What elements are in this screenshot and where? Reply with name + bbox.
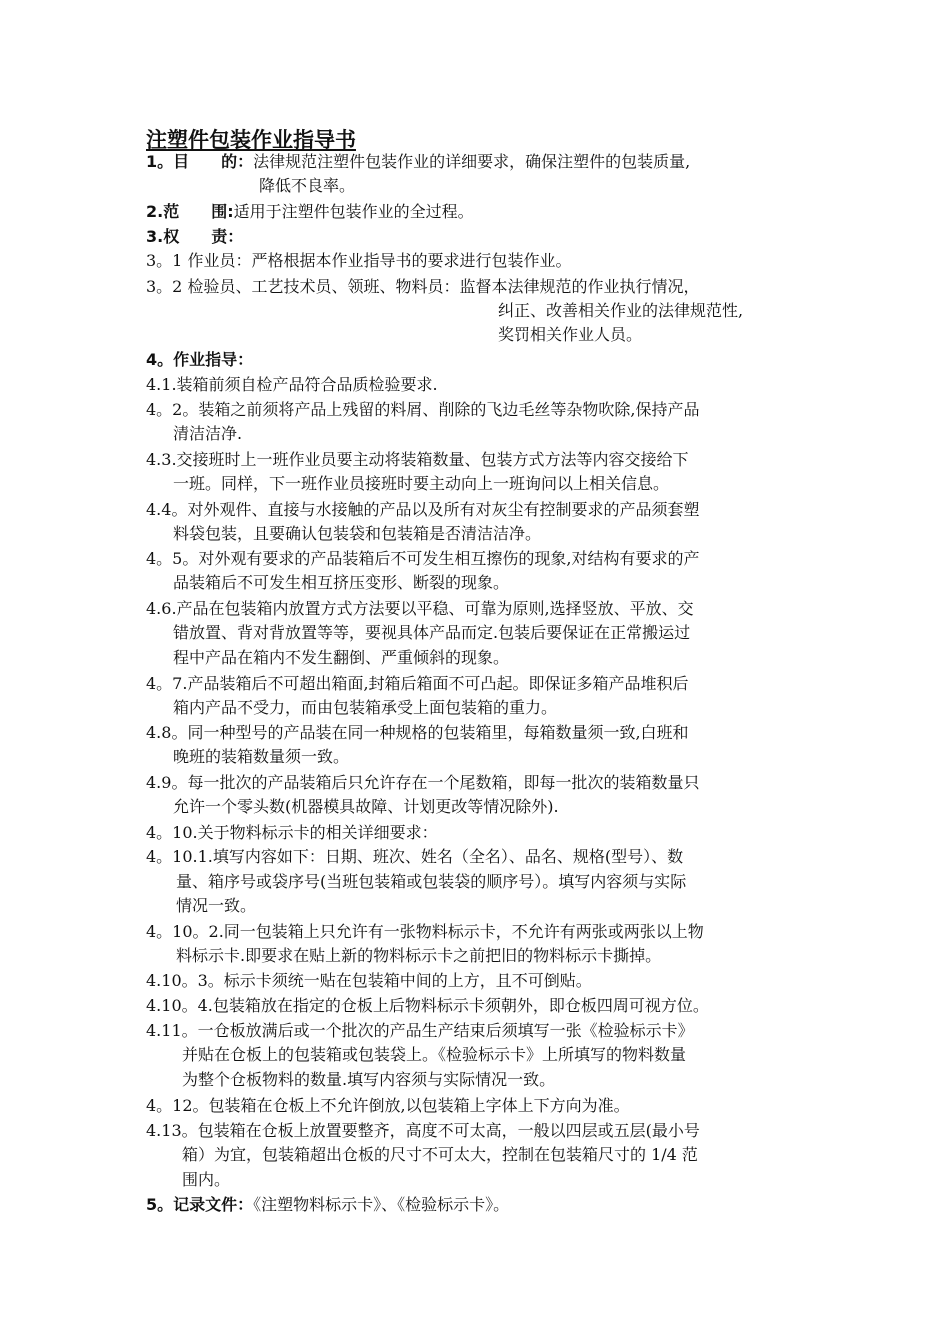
guidance-item-cont: 品装箱后不可发生相互挤压变形、断裂的现象。: [173, 573, 510, 592]
guidance-item: 4。2。装箱之前须将产品上残留的料屑、削除的飞边毛丝等杂物吹除,保持产品: [146, 400, 700, 419]
guidance-item: 4。5。对外观有要求的产品装箱后不可发生相互擦伤的现象,对结构有要求的产: [146, 549, 700, 568]
guidance-subitem-cont: 情况一致。: [176, 896, 257, 915]
responsibility-item-cont: 奖罚相关作业人员。: [498, 325, 643, 344]
section-records: [146, 1194, 509, 1216]
guidance-subitem: 4.10。3。标示卡须统一贴在包装箱中间的上方，且不可倒贴。: [146, 971, 592, 990]
guidance-item: 4.11。一仓板放满后或一个批次的产品生产结束后须填写一张《检验标示卡》: [146, 1021, 694, 1040]
section-scope: [146, 201, 474, 223]
guidance-item-cont: 并贴在仓板上的包装箱或包装袋上。《检验标示卡》上所填写的物料数量: [182, 1045, 687, 1064]
guidance-item-cont: 箱内产品不受力，而由包装箱承受上面包装箱的重力。: [173, 698, 558, 717]
guidance-item: 4.4。对外观件、直接与水接触的产品以及所有对灰尘有控制要求的产品须套塑: [146, 500, 700, 519]
section-records-text: 《注塑物料标示卡》、《检验标示卡》。: [253, 1195, 510, 1214]
guidance-item-cont: 晚班的装箱数量须一致。: [173, 747, 350, 766]
guidance-item-cont: 围内。: [182, 1170, 231, 1189]
guidance-item-cont: 一班。同样，下一班作业员接班时要主动向上一班询问以上相关信息。: [173, 474, 670, 493]
guidance-item: 4.3.交接班时上一班作业员要主动将装箱数量、包装方式方法等内容交接给下: [146, 450, 689, 469]
section-purpose-label: 1。目 的：: [146, 152, 254, 171]
guidance-item: 4.8。同一种型号的产品装在同一种规格的包装箱里，每箱数量须一致,白班和: [146, 723, 689, 742]
section-purpose-text: 法律规范注塑件包装作业的详细要求，确保注塑件的包装质量,: [253, 152, 691, 171]
guidance-item-cont: 错放置、背对背放置等等，要视具体产品而定.包装后要保证在正常搬运过: [173, 623, 691, 642]
section-records-label: 5。记录文件：: [146, 1195, 254, 1214]
guidance-item: 4。12。包装箱在仓板上不允许倒放,以包装箱上字体上下方向为准。: [146, 1096, 630, 1115]
guidance-item-cont: 允许一个零头数(机器模具故障、计划更改等情况除外).: [173, 797, 559, 816]
section-scope-label: 2.范 围:: [146, 202, 234, 221]
responsibility-item: 3。2 检验员、工艺技术员、领班、物料员：监督本法律规范的作业执行情况，: [146, 277, 700, 296]
guidance-item-cont: 清洁洁净.: [173, 424, 243, 443]
responsibility-item-cont: 纠正、改善相关作业的法律规范性,: [498, 301, 744, 320]
guidance-item-cont: 为整个仓板物料的数量.填写内容须与实际情况一致。: [182, 1070, 556, 1089]
guidance-subitem-cont: 料标示卡.即要求在贴上新的物料标示卡之前把旧的物料标示卡撕掉。: [176, 946, 662, 965]
guidance-item-cont: 程中产品在箱内不发生翻倒、严重倾斜的现象。: [173, 648, 510, 667]
responsibility-item: 3。1 作业员：严格根据本作业指导书的要求进行包装作业。: [146, 251, 572, 270]
guidance-item-cont: 箱）为宜，包装箱超出仓板的尺寸不可太大，控制在包装箱尺寸的 1/4 范: [182, 1145, 698, 1164]
guidance-subitem: 4.10。4.包装箱放在指定的仓板上后物料标示卡须朝外，即仓板四周可视方位。: [146, 996, 709, 1015]
section-guidance-label: 4。作业指导：: [146, 350, 254, 369]
guidance-subitem-cont: 量、箱序号或袋序号(当班包装箱或包装袋的顺序号）。填写内容须与实际: [176, 872, 687, 891]
section-responsibility-label: 3.权 责：: [146, 227, 244, 246]
guidance-item: 4.1.装箱前须自检产品符合品质检验要求.: [146, 375, 438, 394]
guidance-item: 4.13。包装箱在仓板上放置要整齐，高度不可太高，一般以四层或五层(最小号: [146, 1121, 700, 1140]
guidance-subitem: 4。10。2.同一包装箱上只允许有一张物料标示卡，不允许有两张或两张以上物: [146, 922, 704, 941]
guidance-subitem: 4。10.1.填写内容如下：日期、班次、姓名（全名）、品名、规格(型号）、数: [146, 847, 684, 866]
guidance-item: 4.9。每一批次的产品装箱后只允许存在一个尾数箱，即每一批次的装箱数量只: [146, 773, 700, 792]
section-scope-text: 适用于注塑件包装作业的全过程。: [233, 202, 474, 221]
document-title: 注塑件包装作业指导书: [146, 128, 356, 152]
guidance-item: 4.6.产品在包装箱内放置方式方法要以平稳、可靠为原则,选择竖放、平放、交: [146, 599, 694, 618]
section-purpose: [146, 151, 690, 173]
guidance-item: 4。7.产品装箱后不可超出箱面,封箱后箱面不可凸起。即保证多箱产品堆积后: [146, 674, 689, 693]
section-purpose-text-cont: 降低不良率。: [259, 176, 356, 195]
guidance-item: 4。10.关于物料标示卡的相关详细要求：: [146, 823, 438, 842]
guidance-item-cont: 料袋包装，且要确认包装袋和包装箱是否清洁洁净。: [173, 524, 542, 543]
